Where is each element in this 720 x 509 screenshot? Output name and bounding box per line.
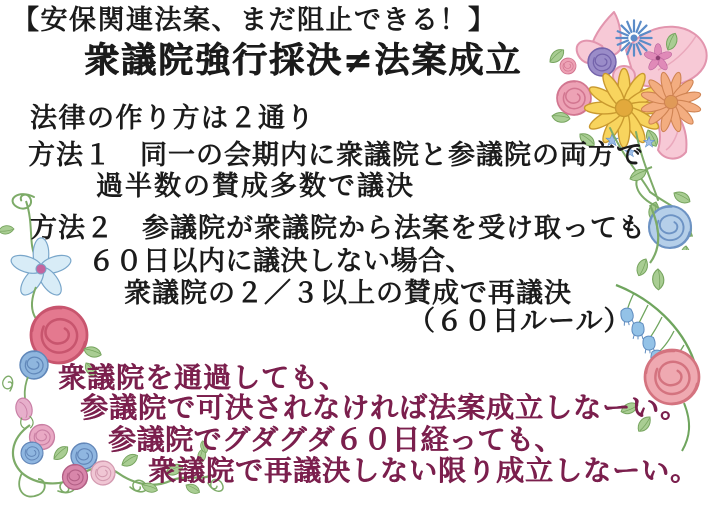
page-title: 衆議院強行採決≠法案成立 [84,40,523,81]
blue-periwinkle-icon [9,238,73,299]
vine-curl-icon [11,191,36,211]
vine-curl-icon [2,376,15,392]
deep-pink-rose-icon [63,465,88,490]
method2-line1: 方法２ 参議院が衆議院から法案を受け取っても [30,213,646,244]
blue-rose-icon [20,351,48,379]
leaf-icon [51,444,71,462]
header-note: 【安保関連法案、まだ阻止できる！】 [12,5,497,36]
method2-line4-60day-rule: （６０日ルール） [408,306,632,337]
conclusion-line1: 衆議院を通過しても、 [58,361,349,394]
blue-rose-icon [649,206,691,248]
method1-line1: 方法１ 同一の会期内に衆議院と参議院の両方で [28,140,644,171]
leaf-icon [672,188,692,206]
blue-rose-icon [21,442,43,464]
method2-line2: ６０日以内に議決しない場合、 [88,246,473,277]
conclusion-line4: 衆議院で再議決しない限り成立しなーい。 [148,454,700,487]
pale-pink-rose-icon [91,461,115,485]
method2-line3: 衆議院の２／３以上の賛成で再議決 [124,278,572,309]
garland-loop [19,473,45,497]
conclusion-line3: 参議院でグダグダ６０日経っても、 [108,423,563,456]
leaf-icon [0,226,14,234]
intro-line: 法律の作り方は２通り [30,103,315,134]
leaf-icon [652,269,665,291]
pink-bud-rose-icon [560,58,576,74]
leaf-icon [634,257,652,278]
method1-line2: 過半数の賛成多数で議決 [96,171,415,202]
lily-bell-icon [632,322,644,339]
blue-aster-icon [616,20,651,55]
purple-rose-icon [588,48,616,76]
conclusion-line2: 参議院で可決されなければ法案成立しなーい。 [80,391,690,424]
